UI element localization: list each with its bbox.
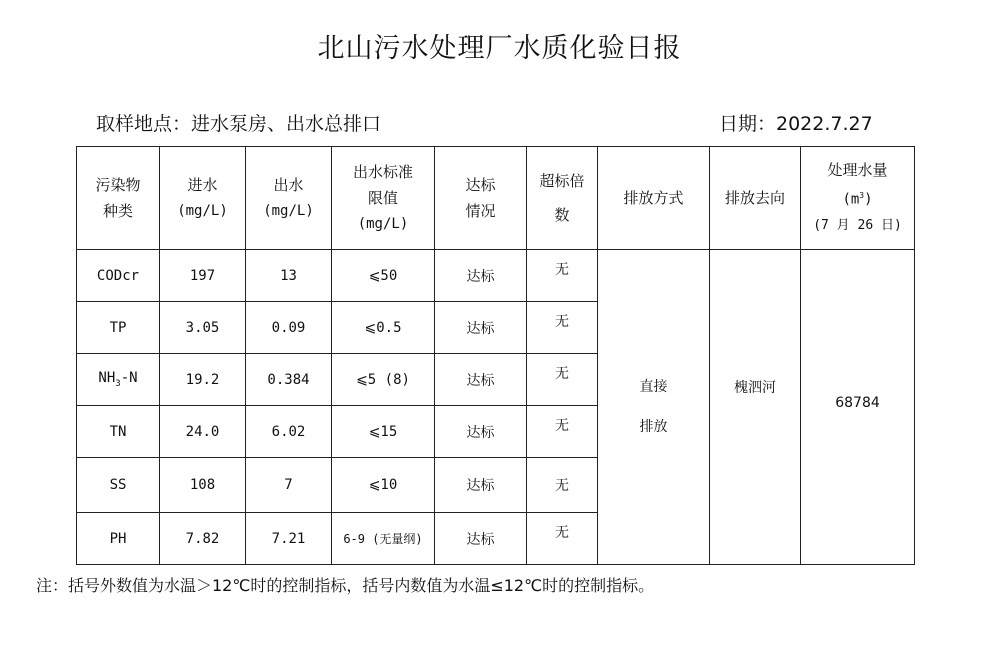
header-volume-line3: (7 月 26 日) (813, 217, 902, 233)
header-discharge-destination: 排放去向 (710, 147, 801, 250)
discharge-destination-cell (710, 250, 801, 565)
row-pollutant-base: NH (98, 370, 116, 387)
volume-value: 68784 (835, 395, 880, 411)
report-title: 北山污水处理厂水质化验日报 (317, 33, 682, 64)
row-exceed-text: 无 (555, 313, 569, 330)
discharge-mode-line1: 直接 (639, 379, 668, 395)
row-standard: ⩽15 (332, 406, 435, 458)
row-status: 达标 (435, 250, 527, 302)
row-exceed (527, 250, 598, 302)
row-outflow: 7 (246, 458, 332, 513)
row-inflow: 3.05 (160, 302, 246, 354)
header-volume-unit-exp: 3 (859, 191, 865, 201)
header-inflow (160, 147, 246, 250)
header-exceed-line2: 数 (554, 206, 570, 224)
row-outflow: 7.21 (246, 513, 332, 565)
row-status: 达标 (435, 513, 527, 565)
row-exceed-text: 无 (555, 365, 569, 382)
row-exceed-text: 无 (555, 524, 569, 541)
header-exceed (527, 147, 598, 250)
row-inflow: 19.2 (160, 354, 246, 406)
report-date: 日期：2022.7.27 (719, 113, 873, 135)
row-inflow: 24.0 (160, 406, 246, 458)
row-status: 达标 (435, 354, 527, 406)
table-row (77, 250, 915, 302)
row-standard: 6-9 (无量纲) (332, 513, 435, 565)
header-volume (801, 147, 915, 250)
row-exceed (527, 354, 598, 406)
header-outflow-line1: 出水 (273, 176, 304, 194)
row-outflow: 6.02 (246, 406, 332, 458)
row-pollutant: SS (77, 458, 160, 513)
row-inflow: 197 (160, 250, 246, 302)
table-header-row (77, 147, 915, 250)
header-discharge-mode: 排放方式 (598, 147, 710, 250)
row-exceed (527, 302, 598, 354)
row-standard: ⩽50 (332, 250, 435, 302)
row-inflow: 7.82 (160, 513, 246, 565)
row-exceed (527, 406, 598, 458)
footnote: 注：括号外数值为水温＞12℃时的控制指标，括号内数值为水温≤12℃时的控制指标。 (36, 576, 655, 595)
header-volume-line2 (801, 183, 914, 213)
row-standard: ⩽10 (332, 458, 435, 513)
header-status-line2: 情况 (465, 202, 496, 220)
discharge-destination-text: 槐泗河 (734, 380, 776, 396)
header-status-line1: 达标 (465, 176, 496, 194)
volume-cell (801, 250, 915, 565)
discharge-mode-line2: 排放 (639, 419, 668, 435)
header-inflow-line2: (mg/L) (177, 203, 228, 219)
row-status: 达标 (435, 458, 527, 513)
row-outflow: 13 (246, 250, 332, 302)
header-standard-line1: 出水标准 (352, 163, 413, 181)
header-exceed-line1: 超标倍 (539, 172, 585, 190)
header-pollutant-line2: 种类 (102, 202, 133, 220)
row-standard: ⩽5 (8) (332, 354, 435, 406)
row-pollutant: CODcr (77, 250, 160, 302)
header-status (435, 147, 527, 250)
row-inflow: 108 (160, 458, 246, 513)
header-inflow-line1: 进水 (187, 176, 218, 194)
row-pollutant: TP (77, 302, 160, 354)
header-pollutant-line1: 污染物 (95, 176, 141, 194)
row-exceed: 无 (527, 458, 598, 513)
header-pollutant (77, 147, 160, 250)
header-outflow (246, 147, 332, 250)
row-outflow: 0.384 (246, 354, 332, 406)
row-pollutant-subscript: 3 (115, 378, 121, 389)
water-quality-table (76, 146, 915, 565)
header-standard-line2: 限值 (367, 189, 398, 207)
header-standard (332, 147, 435, 250)
row-outflow: 0.09 (246, 302, 332, 354)
row-pollutant: TN (77, 406, 160, 458)
row-standard: ⩽0.5 (332, 302, 435, 354)
row-pollutant (77, 354, 160, 406)
row-exceed-text: 无 (555, 261, 569, 278)
header-standard-line3: (mg/L) (357, 216, 409, 232)
header-outflow-line2: (mg/L) (263, 203, 314, 219)
row-exceed (527, 513, 598, 565)
sampling-location: 取样地点：进水泵房、出水总排口 (96, 113, 382, 135)
header-volume-unit-open: (m (842, 191, 860, 208)
row-status: 达标 (435, 406, 527, 458)
row-pollutant: PH (77, 513, 160, 565)
discharge-mode-cell (598, 250, 710, 565)
header-volume-line1: 处理水量 (827, 161, 888, 180)
row-status: 达标 (435, 302, 527, 354)
row-pollutant-suffix: -N (120, 370, 138, 387)
header-volume-unit-close: ) (864, 191, 873, 208)
row-exceed-text: 无 (555, 417, 569, 434)
